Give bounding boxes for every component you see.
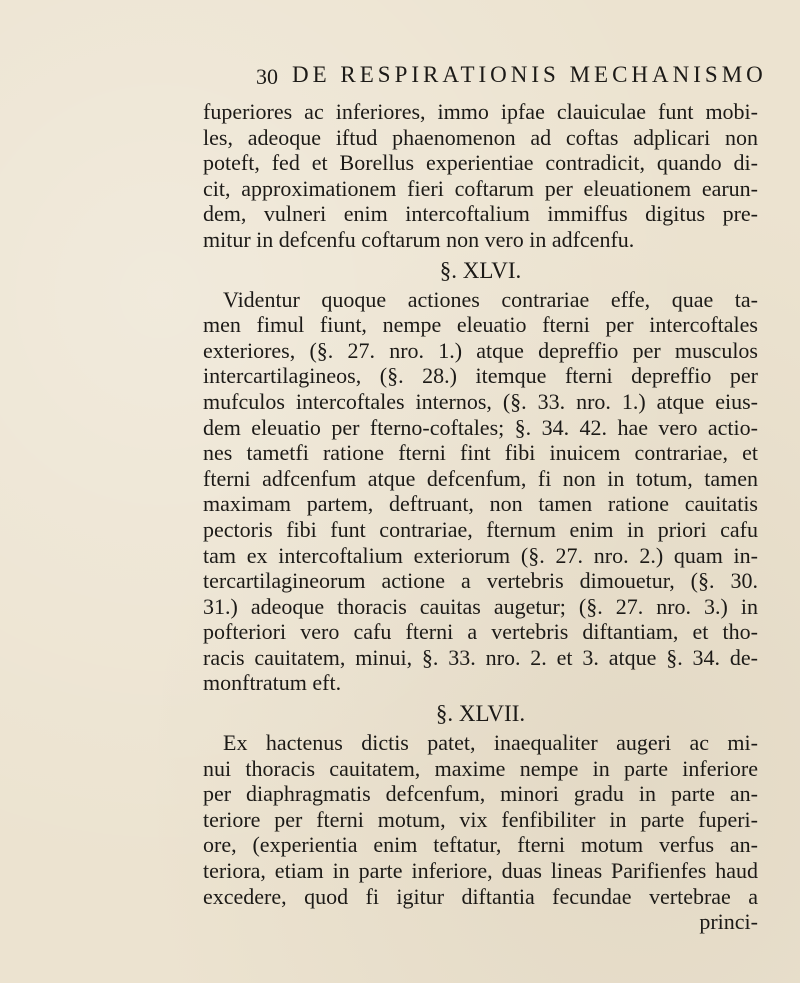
text-line: les, adeoque iftud phaenomenon ad coftas adplicari non: [203, 124, 758, 150]
text-line: nes tametfi ratione fterni fint fibi inuicem contrariae, et: [203, 440, 758, 466]
text-line: fuperiores ac inferiores, immo ipfae clauiculae funt mobi-: [203, 99, 758, 124]
paragraph-3: [203, 730, 758, 935]
text-line: monftratum eft.: [203, 670, 342, 696]
text-line: tercartilagineorum actione a vertebris dimouetur, (§. 30.: [203, 568, 758, 594]
text-line: per diaphragmatis defcenfum, minori gradu in parte an-: [203, 781, 758, 807]
text-line: pectoris fibi funt contrariae, fternum enim in priori cafu: [203, 516, 758, 542]
text-line: dem, vulneri enim intercoftalium immiffus digitus pre-: [203, 201, 758, 227]
text-line: mufculos intercoftales internos, (§. 33. nro. 1.) atque eius-: [203, 388, 758, 414]
page-number: 30: [256, 64, 278, 89]
text-line: tam ex intercoftalium exteriorum (§. 27. nro. 2.) quam in-: [203, 542, 758, 568]
text-block: [203, 99, 758, 935]
text-line: racis cauitatem, minui, §. 33. nro. 2. et 3. atque §. 34. de-: [203, 644, 758, 670]
text-line: intercartilagineos, (§. 28.) itemque fterni depreffio per: [203, 363, 758, 389]
text-line: exteriores, (§. 27. nro. 1.) atque depreffio per musculos: [203, 337, 758, 363]
text-line: excedere, quod fi igitur diftantia fecundae vertebrae a: [203, 883, 758, 909]
text-line: poteft, fed et Borellus experientiae contradicit, quando di-: [203, 150, 758, 176]
text-line: teriora, etiam in parte inferiore, duas lineas Parifienfes haud: [203, 858, 758, 884]
text-line: teriore per fterni motum, vix fenfibiliter in parte fuperi-: [203, 806, 758, 832]
text-line: 31.) adeoque thoracis cauitas augetur; (§. 27. nro. 3.) in: [203, 593, 758, 619]
text-line: nui thoracis cauitatem, maxime nempe in parte inferiore: [203, 755, 758, 781]
section-heading-xlvi: §. XLVI.: [439, 257, 522, 283]
text-line: ore, (experientia enim teftatur, fterni motum verfus an-: [203, 832, 758, 858]
text-line: pofteriori vero cafu fterni a vertebris diftantiam, et tho-: [203, 619, 758, 645]
section-heading-xlvii: §. XLVII.: [435, 701, 526, 727]
paragraph-1: [203, 99, 758, 253]
paragraph-2: [203, 287, 758, 697]
text-line: mitur in defcenfu coftarum non vero in adfcenfu.: [203, 226, 635, 252]
text-line: fterni adfcenfum atque defcenfum, fi non in totum, tamen: [203, 465, 758, 491]
text-line: Videntur quoque actiones contrariae effe, quae ta-: [223, 286, 758, 312]
text-line: men fimul fiunt, nempe eleuatio fterni per intercoftales: [203, 312, 758, 338]
text-line: Ex hactenus dictis patet, inaequaliter augeri ac mi-: [223, 730, 758, 756]
running-head: DE RESPIRATIONIS MECHANISMO: [292, 62, 767, 87]
text-line: dem eleuatio per fterno-coftales; §. 34. 42. hae vero actio-: [203, 414, 758, 440]
catchword: princi-: [699, 909, 758, 935]
text-line: maximam partem, deftruant, non tamen ratione cauitatis: [203, 491, 758, 517]
text-line: cit, approximationem fieri coftarum per eleuationem earun-: [203, 175, 758, 201]
